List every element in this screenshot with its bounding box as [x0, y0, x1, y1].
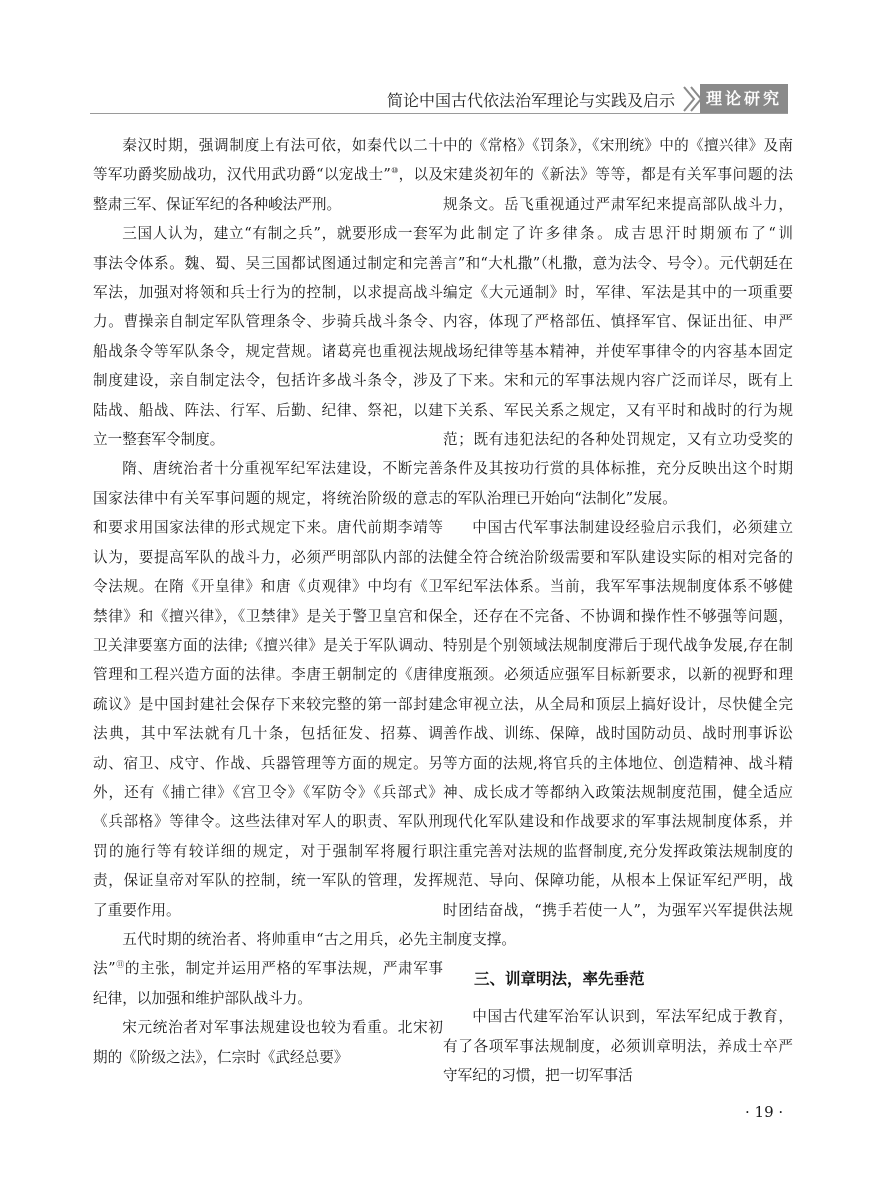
paragraph-text: 秦汉时期，强调制度上有法可依，如秦代以二十等军功爵奖励战功，汉代用武功爵“以宠战士”	[93, 137, 443, 184]
paragraph-text: 的主张，制定并运用严格的军事法规，严肃军事纪律，以加强和维护部队战斗力。	[93, 960, 443, 1007]
right-column	[443, 131, 793, 1091]
paragraph-text: ，以及整肃三军、保证军纪的各种峻法严刑。	[93, 166, 443, 213]
left-column	[93, 131, 443, 1072]
paragraph-qin-han	[93, 131, 443, 219]
paragraph-song-yuan: 宋元统治者对军事法规建设也较为看重。北宋初期的《阶级之法》，仁宗时《武经总要》	[93, 1019, 443, 1066]
section-tag: 理论研究	[700, 84, 788, 114]
header-rule	[90, 113, 788, 114]
paragraph-enlightenment: 中国古代军事法制建设经验启示我们，必须建立健全符合统治阶级需要和军队建设实际的相对完备的军纪军法体系。当前，我军军事法规制度体系不够健全，还存在不完备、不协调和操作性不够强等问题，特别是个别领域法规制度滞后于现代战争发展,存在制度瓶颈。必须适应强军目标新要求，以新的视野和理念审视立法，从全局和顶层上搞好设计，尽快健全完善作战、训练、保障，战时国防动员、战时刑事诉讼等方面的法规,将官兵的主体地位、创造精神、战斗精神、成长成才等都纳入政策法规制度范围，健全适应现代化军队建设和作战要求的军事法规制度体系，并注重完善对法规的监督制度,充分发挥政策法规制度的规范、导向、保障功能，从根本上保证军纪严明，战时团结奋战，“携手若使一人”，为强军兴军提供法规制度支撑。	[443, 519, 793, 948]
paragraph-five-dynasties	[93, 925, 443, 1013]
paragraph-education: 中国古代建军治军认识到，军法军纪成于教育，有了各项军事法规制度，必须训章明法，养成士卒严守军纪的习惯，把一切军事活	[443, 1008, 793, 1085]
running-header	[0, 84, 890, 114]
section-heading: 三、训章明法，率先垂范	[474, 970, 645, 989]
footnote-marker: ⑪	[115, 960, 125, 970]
paragraph-song-yuan-continued: 中的《常格》《罚条》，《宋刑统》中的《擅兴律》及南宋建炎初年的《新法》等等，都是有关军事问题的法规条文。岳飞重视通过严肃军纪来提高部队战斗力，为此制定了许多律条。成吉思汗时期颁布了“训言”和“大札撒”（札撒，意为法令、号令）。元代朝廷在编定《大元通制》时，军律、军法是其中的一项重要内容，体现了严格部伍、慎择军官、保证出征、申严战场纪律等基本精神，并使军事律令的内容基本固定了下来。宋和元的军事法规内容广泛而详尽，既有上下关系、军民关系之规定，又有平时和战时的行为规范；既有违犯法纪的各种处罚规定，又有立功受奖的条件及其按功行赏的具体标推，充分反映出这个时期的军队治理已开始向“法制化”发展。	[443, 137, 793, 507]
paragraph-text: 五代时期的统治者、将帅重申“古之用兵，必先主法”	[93, 930, 443, 978]
paragraph-sui-tang: 隋、唐统治者十分重视军纪军法建设，不断完善国家法律中有关军事问题的规定，将统治阶级的意志和要求用国家法律的形式规定下来。唐代前期李靖等认为，要提高军队的战斗力，必须严明部队内部的法令法规。在隋《开皇律》和唐《贞观律》中均有《卫禁律》和《擅兴律》，《卫禁律》是关于警卫皇宫和保卫关津要塞方面的法律;《擅兴律》是关于军队调动、管理和工程兴造方面的法律。李唐王朝制定的《唐律疏议》是中国封建社会保存下来较完整的第一部封建法典，其中军法就有几十条，包括征发、招募、调动、宿卫、戍守、作战、兵器管理等方面的规定。另外，还有《捕亡律》《宫卫令》《军防令》《兵部式》《兵部格》等律令。这些法律对军人的职责、军队刑罚的施行等有较详细的规定，对于强制军将履行职责，保证皇帝对军队的控制，统一军队的管理，发挥了重要作用。	[93, 460, 443, 919]
running-header-title: 简论中国古代依法治军理论与实践及启示	[386, 91, 675, 110]
paragraph-three-kingdoms: 三国人认为，建立“有制之兵”，就要形成一套军事法令体系。魏、蜀、吴三国都试图通过制定和完善军法，加强对将领和兵士行为的控制，以求提高战斗力。曹操亲自制定军队管理条令、步骑兵战斗条令、船战条令等军队条令，规定营规。诸葛亮也重视法规制度建设，亲自制定法令，包括许多战斗条令，涉及陆战、船战、阵法、行军、后勤、纪律、祭祀，以建立一整套军令制度。	[93, 225, 443, 449]
page-number: · 19 ·	[745, 1103, 784, 1121]
footnote-marker: ⑩	[390, 166, 399, 176]
